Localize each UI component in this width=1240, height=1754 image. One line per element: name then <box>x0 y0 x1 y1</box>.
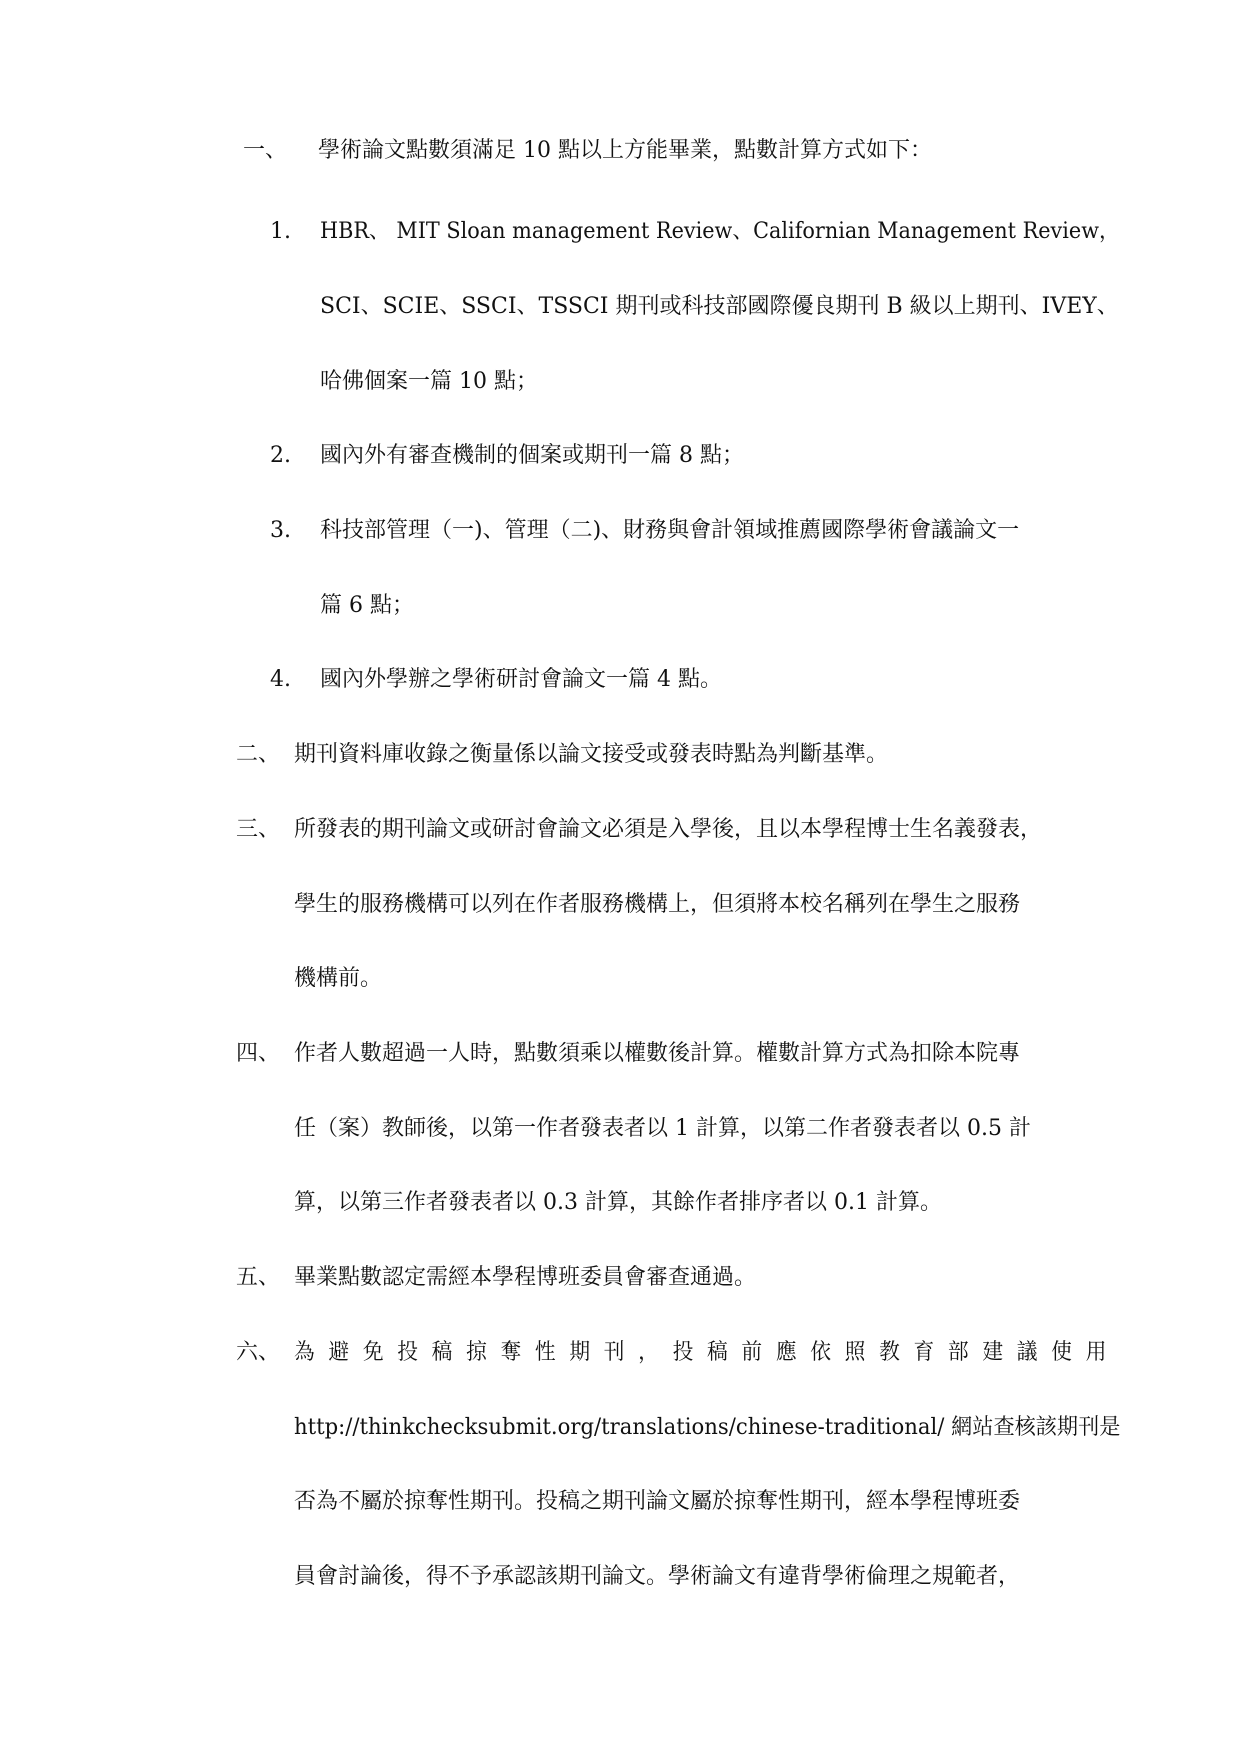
section-3-marker: 三、 <box>236 817 281 842</box>
item-4-line-1: 國內外學辦之學術研討會論文一篇 4 點。 <box>320 667 722 692</box>
item-3-marker: 3. <box>270 518 291 543</box>
section-1-marker: 一、 <box>243 138 288 163</box>
section-2-marker: 二、 <box>236 742 281 767</box>
section-6-line-4: 員會討論後，得不予承認該期刊論文。學術論文有違背學術倫理之規範者， <box>294 1564 1021 1589</box>
item-1-line-2: SCI、SCIE、SSCI、TSSCI 期刊或科技部國際優良期刊 B 級以上期刊、IVEY、 <box>320 294 1119 319</box>
item-1-line-1: HBR、 MIT Sloan management Review、Californian Management Review， <box>320 219 1120 244</box>
item-3-line-1: 科技部管理（一)、管理（二)、財務與會計領域推薦國際學術會議論文一 <box>320 518 1020 543</box>
section-2-line-1: 期刊資料庫收錄之衡量係以論文接受或發表時點為判斷基準。 <box>294 742 889 767</box>
item-2-marker: 2. <box>270 443 291 468</box>
section-6-line-1: 為避免投稿掠奪性期刊，投稿前應依照教育部建議使用 <box>294 1340 1120 1365</box>
section-4-line-3: 算，以第三作者發表者以 0.3 計算，其餘作者排序者以 0.1 計算。 <box>294 1190 942 1215</box>
item-3-line-2: 篇 6 點； <box>320 593 414 618</box>
section-6-line-3: 否為不屬於掠奪性期刊。投稿之期刊論文屬於掠奪性期刊，經本學程博班委 <box>294 1489 1021 1514</box>
item-4-marker: 4. <box>270 667 291 692</box>
section-3-line-2: 學生的服務機構可以列在作者服務機構上，但須將本校名稱列在學生之服務 <box>294 892 1021 917</box>
section-5-marker: 五、 <box>236 1265 281 1290</box>
section-4-line-1: 作者人數超過一人時，點數須乘以權數後計算。權數計算方式為扣除本院專 <box>294 1041 1021 1066</box>
section-6-line-2: http://thinkchecksubmit.org/translations/chinese-traditional/ 網站查核該期刊是 <box>294 1415 1121 1440</box>
section-4-line-2: 任（案）教師後，以第一作者發表者以 1 計算，以第二作者發表者以 0.5 計 <box>294 1116 1031 1141</box>
section-4-marker: 四、 <box>236 1041 281 1066</box>
section-6-marker: 六、 <box>236 1340 281 1365</box>
section-3-line-3: 機構前。 <box>294 966 383 991</box>
section-5-line-1: 畢業點數認定需經本學程博班委員會審查通過。 <box>294 1265 757 1290</box>
item-1-line-3: 哈佛個案一篇 10 點； <box>320 369 538 394</box>
item-2-line-1: 國內外有審查機制的個案或期刊一篇 8 點； <box>320 443 744 468</box>
section-3-line-1: 所發表的期刊論文或研討會論文必須是入學後，且以本學程博士生名義發表， <box>294 817 1043 842</box>
section-1-line-1: 學術論文點數須滿足 10 點以上方能畢業，點數計算方式如下： <box>318 138 932 163</box>
item-1-marker: 1. <box>270 219 291 244</box>
